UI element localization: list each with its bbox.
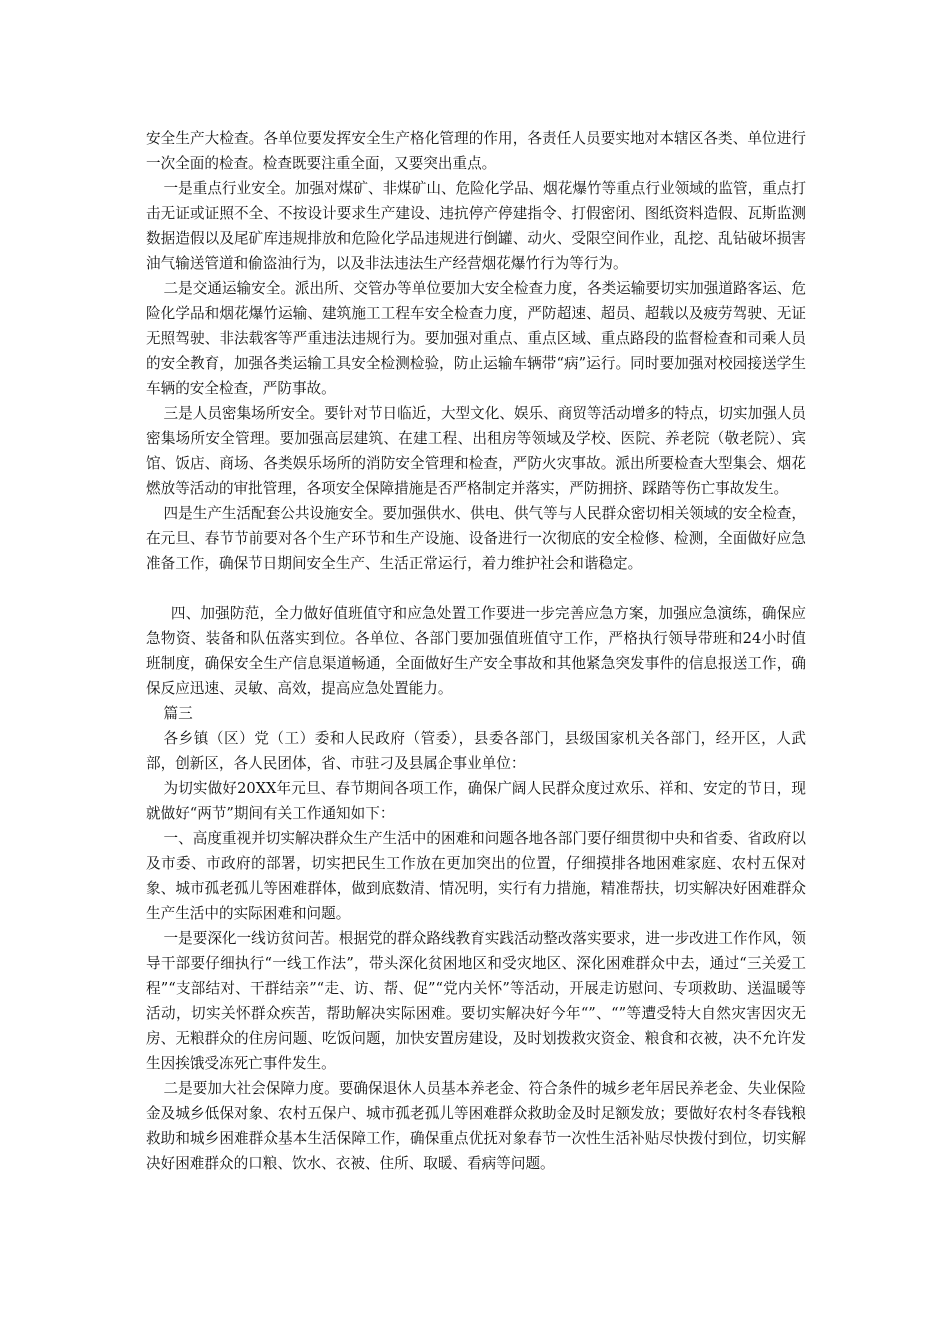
paragraph-safety-inspection: 安全生产大检查。各单位要发挥安全生产格化管理的作用，各责任人员要实地对本辖区各类、单位进行一次全面的检查。检查既要注重全面，又要突出重点。 — [146, 130, 806, 172]
paragraph-transport-safety: 二是交通运输安全。派出所、交管办等单位要加大安全检查力度，各类运输要切实加强道路客运、危险化学品和烟花爆竹运输、建筑施工工程车安全检查力度，严防超速、超员、超载以及疲劳驾驶、无证无照驾驶、非法载客等严重违法违规行为。要加强对重点、重点区域、重点路段的监督检查和司乘人员的安全教育，加强各类运输工具安全检测检验，防止运输车辆带“病”运行。同时要加强对校园接送学生车辆的安全检查，严防事故。 — [146, 280, 806, 397]
paragraph-social-security: 二是要加大社会保障力度。要确保退休人员基本养老金、符合条件的城乡老年居民养老金、失业保险金及城乡低保对象、农村五保户、城市孤老孤儿等困难群众救助金及时足额发放；要做好农村冬春钱粮救助和城乡困难群众基本生活保障工作，确保重点优抚对象春节一次性生活补贴尽快拨付到位，切实解决好困难群众的口粮、饮水、衣被、住所、取暖、看病等问题。 — [146, 1080, 806, 1172]
paragraph-visit-poor: 一是要深化一线访贫问苦。根据党的群众路线教育实践活动整改落实要求，进一步改进工作作风，领导干部要仔细执行“一线工作法”，带头深化贫困地区和受灾地区、深化困难群众中去，通过“三关爱工程”“支部结对、干群结亲”“走、访、帮、促”“党内关怀”等活动，开展走访慰问、专项救助、送温暖等活动，切实关怀群众疾苦，帮助解决实际困难。要切实解决好今年“”、“”等遭受特大自然灾害因灾无房、无粮群众的住房问题、吃饭问题，加快安置房建设，及时划拨救灾资金、粮食和衣被，决不允许发生因挨饿受冻死亡事件发生。 — [146, 930, 806, 1072]
paragraph-section-four: 四、加强防范，全力做好值班值守和应急处置工作要进一步完善应急方案，加强应急演练，确保应急物资、装备和队伍落实到位。各单位、各部门要加强值班值守工作，严格执行领导带班和24小时值班制度，确保安全生产信息渠道畅通，全面做好生产安全事故和其他紧急突发事件的信息报送工作，确保反应迅速、灵敏、高效，提高应急处置能力。 — [146, 605, 806, 697]
paragraph-addressees: 各乡镇（区）党（工）委和人民政府（管委），县委各部门，县级国家机关各部门，经开区，人武部，创新区，各人民团体，省、市驻刁及县属企事业单位： — [146, 730, 806, 772]
paragraph-spacer — [146, 576, 806, 601]
paragraph-public-facilities: 四是生产生活配套公共设施安全。要加强供水、供电、供气等与人民群众密切相关领域的安全检查，在元旦、春节节前要对各个生产环节和生产设施、设备进行一次彻底的安全检修、检测，全面做好应急准备工作，确保节日期间安全生产、生活正常运行，着力维护社会和谐稳定。 — [146, 505, 806, 572]
paragraph-notice-intro: 为切实做好20XX年元旦、春节期间各项工作，确保广阔人民群众度过欢乐、祥和、安定的节日，现就做好“两节”期间有关工作通知如下： — [146, 780, 806, 822]
paragraph-key-industries: 一是重点行业安全。加强对煤矿、非煤矿山、危险化学品、烟花爆竹等重点行业领域的监管，重点打击无证或证照不全、不按设计要求生产建设、违抗停产停建指令、打假密闭、图纸资料造假、瓦斯监测数据造假以及尾矿库违规排放和危险化学品违规进行倒罐、动火、受限空间作业，乱挖、乱钻破坏损害油气输送管道和偷盗油行为，以及非法违法生产经营烟花爆竹行为等行为。 — [146, 180, 806, 272]
paragraph-section-one: 一、高度重视并切实解决群众生产生活中的困难和问题各地各部门要仔细贯彻中央和省委、省政府以及市委、市政府的部署，切实把民生工作放在更加突出的位置，仔细摸排各地困难家庭、农村五保对象、城市孤老孤儿等困难群体，做到底数清、情况明，实行有力措施，精准帮扶，切实解决好困难群众生产生活中的实际困难和问题。 — [146, 830, 806, 922]
document-page — [146, 126, 806, 1176]
section-heading-part-three: 篇三 — [163, 705, 193, 722]
paragraph-crowded-places: 三是人员密集场所安全。要针对节日临近，大型文化、娱乐、商贸等活动增多的特点，切实加强人员密集场所安全管理。要加强高层建筑、在建工程、出租房等领域及学校、医院、养老院（敬老院）、宾馆、饭店、商场、各类娱乐场所的消防安全管理和检查，严防火灾事故。派出所要检查大型集会、烟花燃放等活动的审批管理，各项安全保障措施是否严格制定并落实，严防拥挤、踩踏等伤亡事故发生。 — [146, 405, 806, 497]
